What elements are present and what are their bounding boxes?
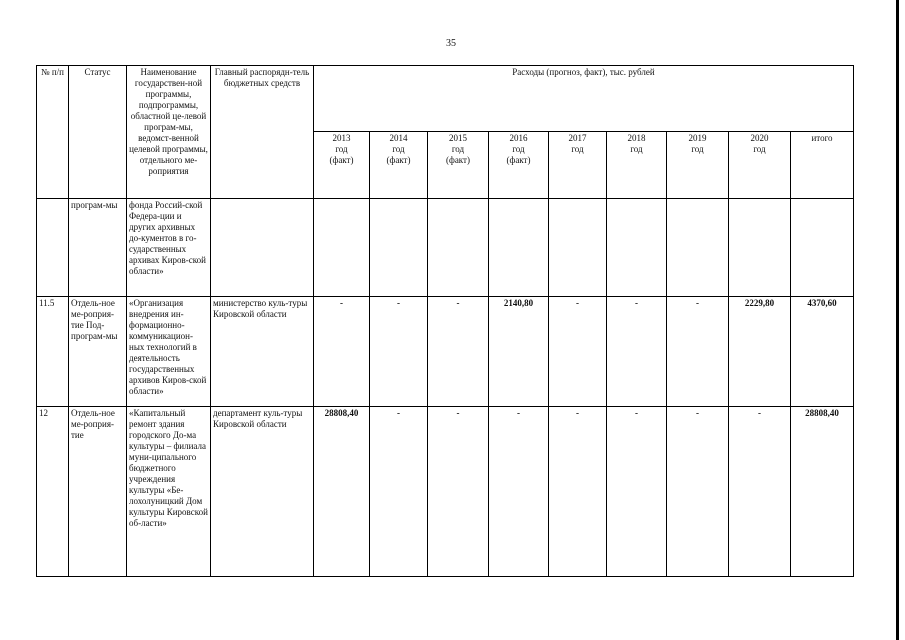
value-2014	[370, 199, 428, 297]
value-2014: -	[370, 407, 428, 577]
page-edge-line	[896, 0, 899, 640]
row-name: фонда Россий-ской Федера-ции и других архивных до-кументов в го-сударственных архивах Киров-ской области»	[127, 199, 211, 297]
value-2015	[428, 199, 489, 297]
value-2016	[489, 199, 549, 297]
value-2017	[549, 199, 607, 297]
year-header-2015: 2015 год (факт)	[428, 132, 489, 199]
row-name: «Капитальный ремонт здания городского До-ма культуры – филиала муни-ципального бюджетного учреждения культуры «Бе-лохолуницкий Дом культуры Кировской об-ласти»	[127, 407, 211, 577]
value-2020: -	[729, 407, 791, 577]
row-manager: департамент куль-туры Кировской области	[211, 407, 314, 577]
row-status: Отдель-ное ме-роприя-тие Под-програм-мы	[69, 297, 127, 407]
year-header-2016: 2016 год (факт)	[489, 132, 549, 199]
value-total: 28808,40	[791, 407, 854, 577]
value-2016: -	[489, 407, 549, 577]
year-header-2013: 2013 год (факт)	[314, 132, 370, 199]
year-header-2014: 2014 год (факт)	[370, 132, 428, 199]
value-2015: -	[428, 407, 489, 577]
row-num: 11.5	[37, 297, 69, 407]
budget-table	[36, 65, 854, 577]
header-name: Наименование государствен-ной программы, подпрограммы, областной це-левой програм-мы, ведомст-венной целевой программы, отдельного ме-роприятия	[127, 66, 211, 199]
year-header-2020: 2020 год	[729, 132, 791, 199]
table-row	[37, 297, 854, 407]
value-2019: -	[667, 407, 729, 577]
row-name: «Организация внедрения ин-формационно-коммуникацион-ных технологий в деятельность государственных архивов Киров-ской области»	[127, 297, 211, 407]
year-header-2017: 2017 год	[549, 132, 607, 199]
page-number: 35	[446, 38, 456, 49]
value-2020	[729, 199, 791, 297]
value-2013: 28808,40	[314, 407, 370, 577]
value-2015: -	[428, 297, 489, 407]
table-row	[37, 407, 854, 577]
header-num: № п/п	[37, 66, 69, 199]
row-num	[37, 199, 69, 297]
value-2018	[607, 199, 667, 297]
row-manager: министерство куль-туры Кировской области	[211, 297, 314, 407]
header-status: Статус	[69, 66, 127, 199]
row-status: програм-мы	[69, 199, 127, 297]
row-num: 12	[37, 407, 69, 577]
header-manager: Главный распорядн-тель бюджетных средств	[211, 66, 314, 199]
value-2019: -	[667, 297, 729, 407]
total-header: итого	[791, 132, 854, 199]
row-status: Отдель-ное ме-роприя-тие	[69, 407, 127, 577]
year-header-2018: 2018 год	[607, 132, 667, 199]
value-total	[791, 199, 854, 297]
table-row	[37, 199, 854, 297]
value-2014: -	[370, 297, 428, 407]
value-2013	[314, 199, 370, 297]
value-2018: -	[607, 407, 667, 577]
year-header-2019: 2019 год	[667, 132, 729, 199]
value-2017: -	[549, 297, 607, 407]
value-2013: -	[314, 297, 370, 407]
value-total: 4370,60	[791, 297, 854, 407]
value-2017: -	[549, 407, 607, 577]
header-expenses: Расходы (прогноз, факт), тыс. рублей	[314, 66, 854, 132]
value-2016: 2140,80	[489, 297, 549, 407]
value-2019	[667, 199, 729, 297]
row-manager	[211, 199, 314, 297]
value-2018: -	[607, 297, 667, 407]
value-2020: 2229,80	[729, 297, 791, 407]
